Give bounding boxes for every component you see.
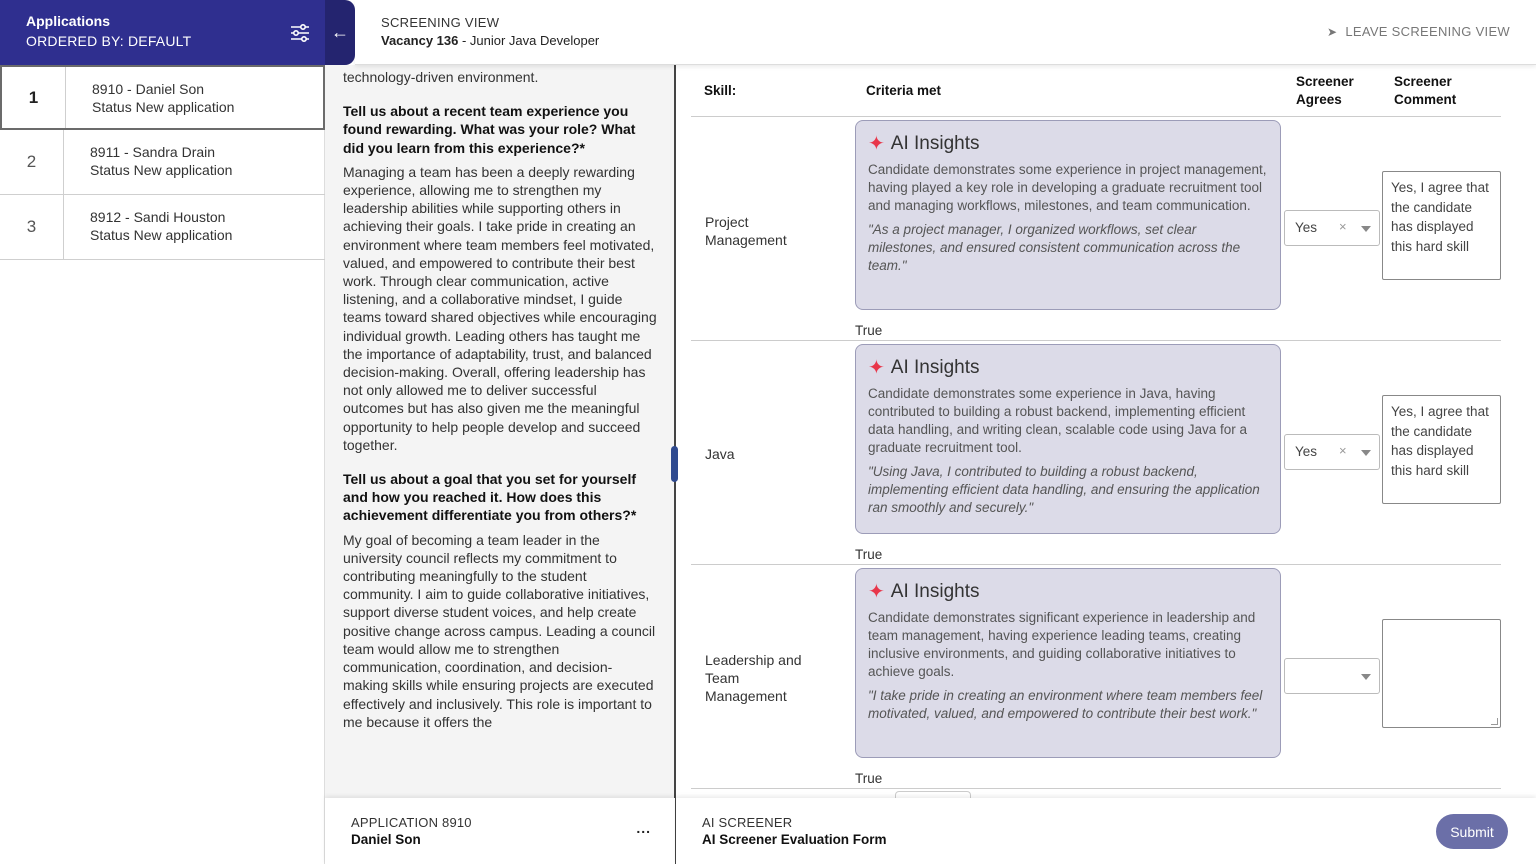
vacancy-id: Vacancy 136	[381, 33, 459, 48]
application-name: 8912 - Sandi Houston	[90, 209, 226, 225]
insight-title	[868, 355, 1268, 380]
application-answers-panel[interactable]	[325, 65, 675, 798]
application-info	[66, 67, 260, 128]
answer-text: technology-driven environment.	[343, 69, 539, 85]
insight-text: Candidate demonstrates some experience in Java, having contributed to building a robust backend, implementing efficient data handling, and writing clean, scalable code using Java for a graduate recruitment tool.	[868, 386, 1247, 455]
insight-quote: "I take pride in creating an environment where team members feel motivated, valued, and empowered to contribute their best work."	[868, 688, 1263, 721]
clear-icon[interactable]: ×	[1339, 443, 1347, 458]
sparkle-icon: ✦	[868, 133, 885, 155]
answer-text: Managing a team has been a deeply rewarding experience, allowing me to strengthen my leadership abilities while supporting others in achieving their goals. I take pride in creating an environment where team members feel motivated, valued, and empowered to contribute their best work. Through clear communication, active listening, and a collaborative mindset, I guide teams toward shared objectives while encouraging individual growth. Leading others has taught me the importance of adaptability, trust, and balanced decision-making. Overall, offering leadership has not only allowed me to deliver successful outcomes but has also given me the meaningful opportunity to help people develop and succeed together.	[343, 163, 657, 453]
applications-sidebar	[0, 0, 325, 864]
insight-title-text: AI Insights	[890, 580, 980, 602]
resize-grip-icon[interactable]	[1491, 718, 1498, 725]
question-text: Tell us about a recent team experience you found rewarding. What was your role? What did you learn from this experience?*	[343, 103, 636, 156]
application-info	[64, 130, 258, 194]
submit-button[interactable]: Submit	[1436, 814, 1508, 849]
application-number: 2	[0, 130, 64, 194]
evaluation-panel[interactable]	[676, 65, 1536, 798]
ai-insight-card	[855, 344, 1281, 534]
skill-name: Java	[705, 446, 735, 462]
application-info	[64, 195, 258, 259]
criteria-column-header: Criteria met	[866, 83, 942, 98]
screening-view-label: SCREENING VIEW	[381, 15, 500, 30]
application-status: Status New application	[90, 227, 233, 243]
sparkle-icon: ✦	[868, 357, 885, 379]
screener-label: AI SCREENER	[702, 815, 793, 830]
sparkle-icon: ✦	[868, 581, 885, 603]
form-name: AI Screener Evaluation Form	[702, 832, 887, 847]
screener-agrees-select[interactable]	[1284, 658, 1380, 694]
insight-title	[868, 131, 1268, 156]
clear-icon[interactable]: ×	[1339, 219, 1347, 234]
resize-handle[interactable]	[671, 446, 678, 482]
comment-column-header: Screener Comment	[1394, 74, 1457, 107]
criteria-met-value: True	[855, 323, 883, 338]
application-footer	[325, 798, 675, 864]
application-name: 8911 - Sandra Drain	[90, 144, 216, 160]
evaluation-row	[691, 341, 1501, 565]
skill-column-header: Skill:	[704, 83, 737, 98]
chevron-down-icon[interactable]	[1361, 450, 1371, 456]
sidebar-header	[0, 0, 325, 65]
sign-out-icon: ➤	[1326, 25, 1338, 39]
sidebar-order-label: ORDERED BY: DEFAULT	[26, 33, 192, 49]
chevron-down-icon[interactable]	[1361, 226, 1371, 232]
skill-name: Leadership and Team Management	[705, 652, 802, 704]
agree-column-header: Screener Agrees	[1296, 74, 1354, 107]
agree-value: Yes	[1295, 220, 1318, 235]
screener-comment-field[interactable]: Yes, I agree that the candidate has displayed this hard skill	[1382, 395, 1501, 504]
leave-screening-view-button[interactable]	[1327, 24, 1510, 39]
screener-agrees-select[interactable]	[1284, 434, 1380, 470]
application-number: 3	[0, 195, 64, 259]
sliders-icon[interactable]	[289, 22, 311, 44]
insight-quote: "Using Java, I contributed to building a robust backend, implementing efficient data handling, and ensuring the application ran smoothly and securely."	[868, 464, 1260, 515]
evaluation-row	[691, 117, 1501, 341]
arrow-left-icon: ←	[331, 22, 349, 42]
skill-name: Project Management	[705, 214, 787, 248]
question-text: Tell us about a goal that you set for yourself and how you reached it. How does this achievement differentiate you from others?*	[343, 471, 637, 524]
ai-insight-card	[855, 120, 1281, 310]
chevron-down-icon[interactable]	[1361, 674, 1371, 680]
collapse-sidebar-button[interactable]	[325, 0, 355, 65]
screener-comment-field[interactable]: Yes, I agree that the candidate has displayed this hard skill	[1382, 171, 1501, 280]
insight-title-text: AI Insights	[890, 132, 980, 154]
application-name: 8910 - Daniel Son	[92, 81, 205, 97]
answer-text: My goal of becoming a team leader in the university council reflects my commitment to contributing meaningfully to the student community. I aim to guide collaborative initiatives, support diverse student voices, and help create positive change across campus. Leading a council team would allow me to strengthen communication, coordination, and decision-making skills while ensuring projects are executed effectively and inclusively. This role is important to me because it offers the	[343, 531, 656, 730]
screener-footer	[676, 798, 1536, 864]
ai-insight-card	[855, 568, 1281, 758]
application-status: Status New application	[90, 162, 233, 178]
insight-title-text: AI Insights	[890, 356, 980, 378]
evaluation-row	[691, 565, 1501, 789]
application-item[interactable]	[0, 65, 325, 130]
application-label: APPLICATION 8910	[351, 815, 472, 830]
criteria-met-value: True	[855, 547, 883, 562]
vacancy-title	[381, 33, 599, 48]
application-item[interactable]	[0, 195, 325, 260]
insight-quote: "As a project manager, I organized workflows, set clear milestones, and ensured consistent communication across the team."	[868, 222, 1241, 273]
application-status: Status New application	[92, 99, 235, 115]
criteria-met-value: True	[855, 771, 883, 786]
insight-text: Candidate demonstrates significant experience in leadership and team management, having experience leading teams, creating inclusive environments, and guiding collaborative initiatives to achieve goals.	[868, 610, 1256, 679]
applicant-name: Daniel Son	[351, 832, 421, 847]
application-number: 1	[2, 67, 66, 128]
screening-header	[355, 0, 1536, 65]
application-list	[0, 65, 325, 260]
screener-agrees-select[interactable]	[1284, 210, 1380, 246]
screener-comment-field[interactable]	[1382, 619, 1501, 728]
insight-title	[868, 579, 1268, 604]
sidebar-title: Applications	[26, 13, 111, 29]
insight-text: Candidate demonstrates some experience in project management, having played a key role in developing a graduate recruitment tool and managing workflows, milestones, and team communication.	[868, 162, 1267, 213]
evaluation-table-header	[691, 65, 1501, 117]
agree-value: Yes	[1295, 444, 1318, 459]
vacancy-role: - Junior Java Developer	[458, 33, 600, 48]
leave-label: LEAVE SCREENING VIEW	[1345, 24, 1510, 39]
application-item[interactable]	[0, 130, 325, 195]
more-options-icon[interactable]: ...	[636, 820, 651, 836]
